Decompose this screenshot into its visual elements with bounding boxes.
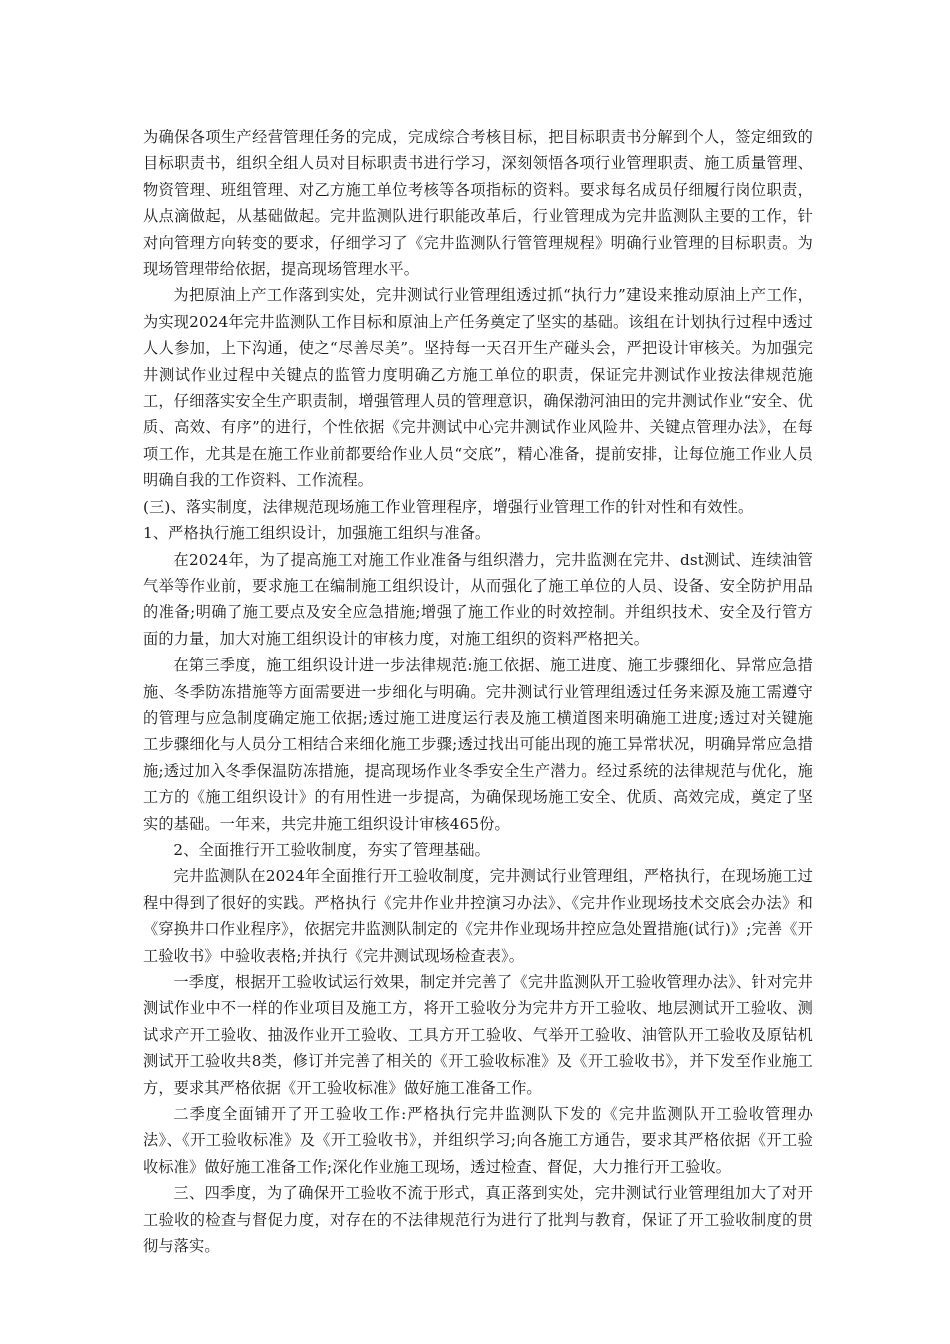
paragraph-first-quarter: 一季度，根据开工验收试运行效果，制定并完善了《完井监测队开工验收管理办法》、针对完井测试作业中不一样的作业项目及施工方，将开工验收分为完井方开工验收、地层测试开工验收、测试求产开工验收、抽汲作业开工验收、工具方开工验收、气举开工验收、油管队开工验收及原钻机测试开工验收共8类，修订并完善了相关的《开工验收标准》及《开工验收书》，并下发至作业施工方，要求其严格依据《开工验收标准》做好施工准备工作。 bbox=[143, 973, 813, 1097]
paragraph-third-fourth-quarter: 三、四季度，为了确保开工验收不流于形式，真正落到实处，完井测试行业管理组加大了对开工验收的检查与督促力度，对存在的不法律规范行为进行了批判与教育，保证了开工验收制度的贯彻与落实。 bbox=[143, 1184, 813, 1256]
paragraph-target-responsibility: 为确保各项生产经营管理任务的完成，完成综合考核目标，把目标职责书分解到个人，签定细致的目标职责书，组织全组人员对目标职责书进行学习，深刻领悟各项行业管理职责、施工质量管理、物资管理、班组管理、对乙方施工单位考核等各项指标的资料。要求每名成员仔细履行岗位职责，从点滴做起，从基础做起。完井监测队进行职能改革后，行业管理成为完井监测队主要的工作，针对向管理方向转变的要求，仔细学习了《完井监测队行管管理规程》明确行业管理的目标职责。为现场管理带给依据，提高现场管理水平。 bbox=[143, 128, 813, 279]
paragraph-third-quarter: 在第三季度，施工组织设计进一步法律规范:施工依据、施工进度、施工步骤细化、异常应急措施、冬季防冻措施等方面需要进一步细化与明确。完井测试行业管理组透过任务来源及施工需遵守的管理与应急制度确定施工依据;透过施工进度运行表及施工横道图来明确施工进度;透过对关键施工步骤细化与人员分工相结合来细化施工步骤;透过找出可能出现的施工异常状况，明确异常应急措施;透过加入冬季保温防冻措施，提高现场作业冬季安全生产潜力。经过系统的法律规范与优化，施工方的《施工组织设计》的有用性进一步提高，为确保现场施工安全、优质、高效完成，奠定了坚实的基础。一年来，共完井施工组织设计审核465份。 bbox=[143, 656, 813, 833]
document-body bbox=[143, 124, 813, 1259]
section-heading-3: (三)、落实制度，法律规范现场施工作业管理程序，增强行业管理工作的针对性和有效性。 bbox=[143, 497, 754, 516]
subheading-1: 1、严格执行施工组织设计，加强施工组织与准备。 bbox=[143, 524, 491, 543]
paragraph-construction-design-2024: 在2024年，为了提高施工对施工作业准备与组织潜力，完井监测在完井、dst测试、连续油管气举等作业前，要求施工在编制施工组织设计，从而强化了施工单位的人员、设备、安全防护用品的准备;明确了施工要点及安全应急措施;增强了施工作业的时效控制。并组织技术、安全及行管方面的力量，加大对施工组织设计的审核力度，对施工组织的资料严格把关。 bbox=[143, 550, 813, 648]
paragraph-acceptance-system: 完井监测队在2024年全面推行开工验收制度，完井测试行业管理组，严格执行，在现场施工过程中得到了很好的实践。严格执行《完井作业井控演习办法》、《完井作业现场技术交底会办法》和《穿换井口作业程序》，依据完井监测队制定的《完井作业现场井控应急处置措施(试行)》;完善《开工验收书》中验收表格;并执行《完井测试现场检查表》。 bbox=[143, 867, 813, 965]
paragraph-second-quarter: 二季度全面铺开了开工验收工作:严格执行完井监测队下发的《完井监测队开工验收管理办法》、《开工验收标准》及《开工验收书》，并组织学习;向各施工方通告，要求其严格依据《开工验收标准》做好施工准备工作;深化作业施工现场，透过检查、督促，大力推行开工验收。 bbox=[143, 1105, 813, 1176]
paragraph-crude-oil-production: 为把原油上产工作落到实处，完井测试行业管理组透过抓“执行力”建设来推动原油上产工作，为实现2024年完井监测队工作目标和原油上产任务奠定了坚实的基础。该组在计划执行过程中透过人人参加，上下沟通，使之“尽善尽美”。坚持每一天召开生产碰头会，严把设计审核关。为加强完井测试作业过程中关键点的监管力度明确乙方施工单位的职责，保证完井测试作业按法律规范施工，仔细落实安全生产职责制，增强管理人员的管理意识，确保渤河油田的完井测试作业“安全、优质、高效、有序”的进行，个性依据《完井测试中心完井测试作业风险井、关键点管理办法》，在每项工作，尤其是在施工作业前都要给作业人员“交底”，精心准备，提前安排，让每位施工作业人员明确自我的工作资料、工作流程。 bbox=[143, 286, 813, 490]
subheading-2: 2、全面推行开工验收制度，夯实了管理基础。 bbox=[173, 840, 490, 859]
